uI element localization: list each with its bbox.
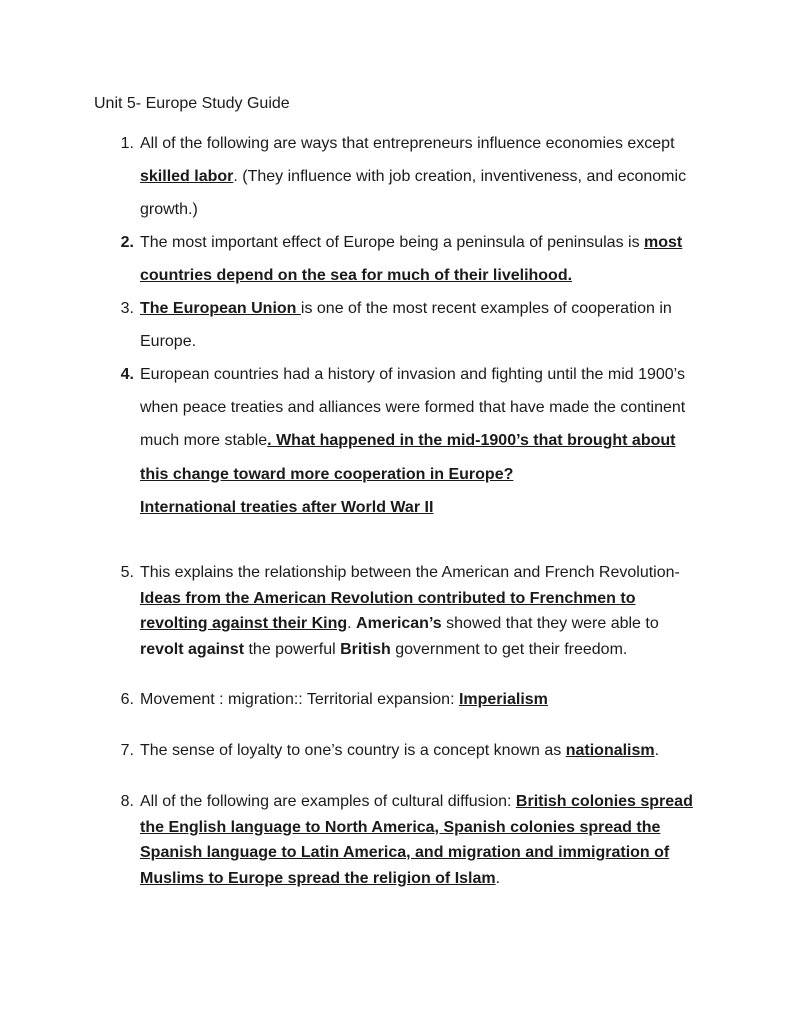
answer: Ideas from the American Revolution contributed to Frenchmen to revolting against their King [140, 589, 636, 632]
question-text: The most important effect of Europe being a peninsula of peninsulas is most countries depend on the sea for much of their livelihood. [140, 234, 683, 285]
answer: nationalism [565, 742, 655, 759]
answer: The European Union [140, 300, 301, 317]
question-2 [94, 226, 694, 292]
question-8 [94, 789, 694, 891]
question-text: All of the following are examples of cultural diffusion: British colonies spread the English language to North America, Spanish colonies spread the Spanish language to Latin America, and migration and immigration of Muslims to Europe spread the religion of Islam. [140, 793, 693, 887]
answer: International treaties after World War II [140, 498, 434, 516]
question-text: Movement : migration:: Territorial expansion: Imperialism [140, 691, 548, 708]
question-4 [94, 358, 694, 524]
question-number: 8. [120, 793, 134, 810]
question-text: This explains the relationship between the American and French Revolution- Ideas from the American Revolution contributed to Frenchmen to revolting against their King. American’s showed that they were able to revolt against the powerful British government to get their freedom. [140, 564, 680, 658]
question-text: All of the following are ways that entrepreneurs influence economies except skilled labor. (They influence with job creation, inventiveness, and economic growth.) [140, 135, 687, 219]
question-number: 2. [120, 234, 134, 251]
question-6 [94, 687, 694, 713]
bold-term: American’s [356, 615, 442, 632]
question-prompt: . What happened in the mid-1900’s that brought about this change toward more cooperation in Europe? [140, 432, 676, 483]
question-3 [94, 292, 694, 358]
question-text: European countries had a history of invasion and fighting until the mid 1900’s when peace treaties and alliances were formed that have made the continent much more stable. What happened in the mid-1900’s that brought about this change toward more cooperation in Europe? International treaties after World War II [140, 366, 686, 516]
question-number: 3. [120, 300, 134, 317]
answer: British colonies spread the English language to North America, Spanish colonies spread the Spanish language to Latin America, and migration and immigration of Muslims to Europe spread the religion of Islam [140, 793, 693, 887]
question-number: 4. [120, 366, 134, 383]
bold-term: British [340, 640, 391, 658]
question-number: 5. [120, 564, 134, 581]
answer: skilled labor [140, 168, 234, 186]
question-1 [94, 127, 694, 227]
answer: most countries depend on the sea for much of their livelihood. [140, 234, 683, 285]
question-number: 6. [120, 691, 134, 708]
bold-term: revolt against [140, 640, 245, 658]
answer: Imperialism [458, 691, 548, 708]
question-number: 7. [120, 742, 134, 759]
question-text: The European Union is one of the most recent examples of cooperation in Europe. [140, 300, 672, 351]
document-title: Unit 5- Europe Study Guide [94, 95, 290, 112]
question-number: 1. [120, 135, 134, 152]
question-text: The sense of loyalty to one’s country is a concept known as nationalism. [140, 742, 660, 759]
question-5 [94, 560, 694, 662]
question-7 [94, 738, 694, 764]
